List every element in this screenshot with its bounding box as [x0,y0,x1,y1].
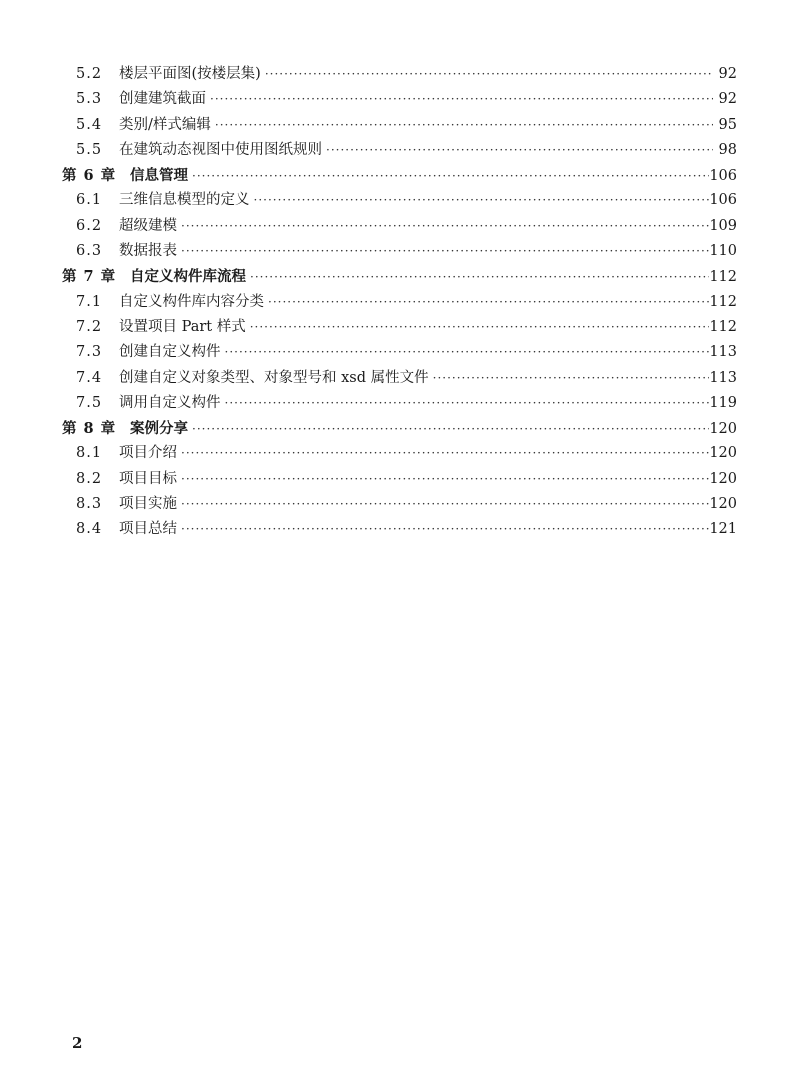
toc-entry-page: 98 [718,141,737,158]
toc-leader-dots [181,239,709,264]
toc-entry-page: 92 [718,66,737,82]
toc-entry-6-2 [62,214,737,239]
toc-entry-7-5 [62,391,737,416]
toc-entry-title: 创建自定义对象类型、对象型号和 xsd 属性文件 [119,369,429,386]
toc-entry-8-4 [62,517,737,542]
toc-leader-dots [192,164,709,189]
table-of-contents [62,62,737,543]
toc-entry-number: 7.2 [76,318,103,335]
toc-entry-8-2 [62,467,737,492]
toc-chapter-7 [62,264,737,289]
toc-entry-page: 110 [709,243,737,260]
toc-leader-dots [225,391,710,416]
toc-entry-7-3 [62,340,737,365]
toc-entry-title: 三维信息模型的定义 [119,192,250,209]
toc-entry-title: 项目总结 [119,521,177,538]
toc-chapter-number: 第 6 章 [62,167,117,185]
toc-leader-dots [254,188,710,213]
toc-leader-dots [210,87,713,112]
toc-entry-8-3 [62,492,737,517]
toc-entry-title: 项目目标 [119,470,177,487]
toc-leader-dots [433,366,710,391]
toc-leader-dots [181,467,709,492]
toc-entry-title: 设置项目 Part 样式 [119,318,246,335]
toc-leader-dots [181,517,709,542]
toc-leader-dots [326,138,713,163]
toc-entry-title: 项目实施 [119,496,177,513]
toc-entry-page: 92 [718,91,737,108]
toc-entry-number: 6.3 [76,243,103,260]
toc-chapter-title: 自定义构件库流程 [130,268,246,286]
toc-entry-title: 项目介绍 [119,445,177,462]
toc-entry-page: 121 [709,521,737,538]
toc-entry-5-2 [62,62,737,87]
toc-entry-8-1 [62,441,737,466]
toc-leader-dots [265,62,713,87]
toc-entry-page: 106 [709,192,737,209]
toc-entry-number: 7.4 [76,369,103,386]
toc-leader-dots [215,113,713,138]
toc-entry-number: 5.2 [76,66,103,82]
toc-leader-dots [250,265,709,290]
toc-leader-dots [268,290,709,315]
toc-entry-number: 7.1 [76,293,103,310]
toc-entry-page: 113 [709,344,737,361]
toc-chapter-6 [62,163,737,188]
toc-entry-5-5 [62,138,737,163]
toc-entry-page: 119 [709,394,737,411]
toc-entry-page: 112 [709,269,737,286]
toc-entry-title: 创建建筑截面 [119,91,206,108]
toc-entry-number: 5.3 [76,91,103,108]
toc-leader-dots [225,340,710,365]
toc-entry-6-3 [62,239,737,264]
toc-chapter-number: 第 7 章 [62,268,117,286]
toc-entry-title: 楼层平面图(按楼层集) [119,66,261,82]
toc-entry-7-1 [62,290,737,315]
toc-chapter-title: 案例分享 [130,420,188,438]
toc-entry-number: 7.3 [76,344,103,361]
toc-entry-page: 120 [709,421,737,438]
toc-entry-number: 6.2 [76,217,103,234]
toc-leader-dots [181,492,709,517]
toc-entry-number: 5.4 [76,116,103,133]
toc-entry-page: 109 [709,217,737,234]
toc-entry-5-4 [62,113,737,138]
toc-entry-title: 超级建模 [119,217,177,234]
toc-entry-number: 5.5 [76,141,103,158]
toc-chapter-8 [62,416,737,441]
toc-leader-dots [181,214,709,239]
toc-entry-title: 类别/样式编辑 [119,116,211,133]
toc-entry-title: 自定义构件库内容分类 [119,293,264,310]
toc-entry-number: 8.4 [76,521,103,538]
toc-entry-7-2 [62,315,737,340]
toc-entry-page: 120 [709,470,737,487]
toc-entry-title: 创建自定义构件 [119,344,221,361]
toc-entry-6-1 [62,188,737,213]
toc-entry-title: 数据报表 [119,243,177,260]
toc-entry-number: 8.2 [76,470,103,487]
toc-entry-5-3 [62,87,737,112]
toc-chapter-title: 信息管理 [130,167,188,185]
toc-leader-dots [192,417,709,442]
toc-entry-number: 8.3 [76,496,103,513]
toc-entry-7-4 [62,366,737,391]
toc-leader-dots [250,315,710,340]
toc-chapter-number: 第 8 章 [62,420,117,438]
toc-entry-title: 在建筑动态视图中使用图纸规则 [119,141,322,158]
toc-entry-title: 调用自定义构件 [119,394,221,411]
toc-entry-page: 120 [709,496,737,513]
toc-entry-number: 6.1 [76,192,103,209]
toc-leader-dots [181,441,709,466]
toc-entry-page: 113 [709,369,737,386]
page-number: 2 [72,1034,83,1052]
toc-entry-page: 112 [709,318,737,335]
toc-entry-page: 106 [709,168,737,185]
toc-entry-page: 95 [718,116,737,133]
toc-entry-page: 112 [709,293,737,310]
toc-entry-number: 7.5 [76,394,103,411]
toc-entry-number: 8.1 [76,445,103,462]
toc-entry-page: 120 [709,445,737,462]
